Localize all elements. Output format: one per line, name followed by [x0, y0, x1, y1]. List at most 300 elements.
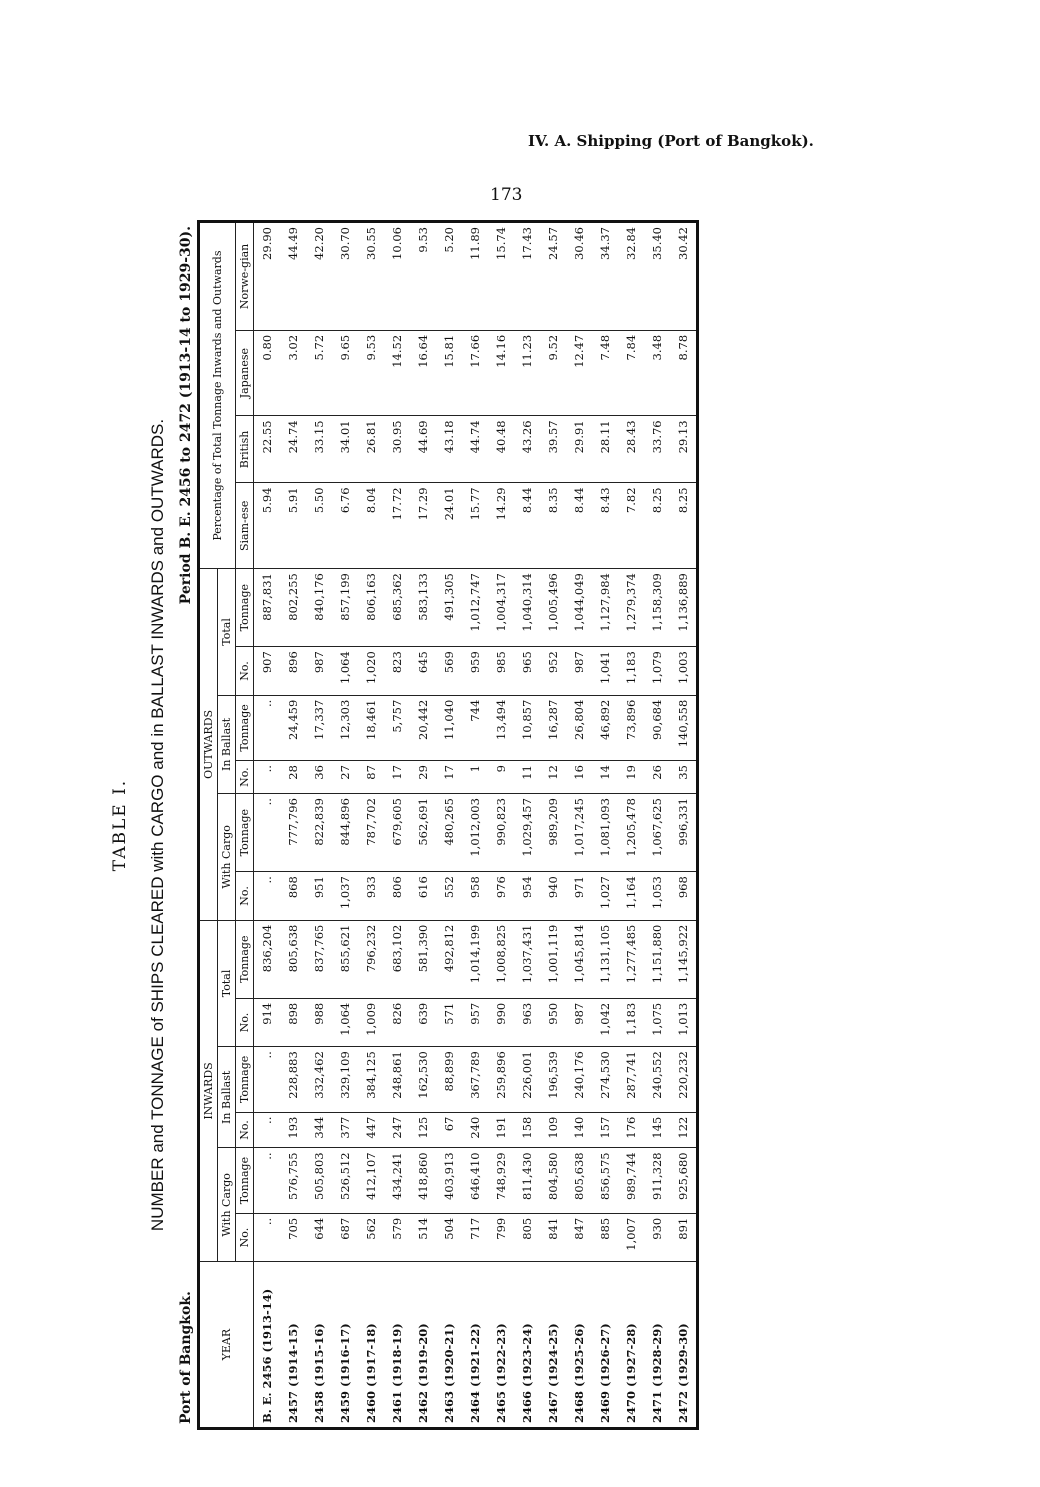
- value-cell: 844,896: [332, 794, 358, 872]
- table-title: TABLE I.: [110, 778, 130, 872]
- value-cell: 34.01: [332, 416, 358, 483]
- value-cell: 17,337: [306, 695, 332, 760]
- value-cell: 1,127,984: [592, 569, 618, 647]
- value-cell: 799: [488, 1213, 514, 1261]
- value-cell: 644: [306, 1213, 332, 1261]
- value-cell: 412,107: [358, 1148, 384, 1213]
- value-cell: 418,860: [410, 1148, 436, 1213]
- value-cell: 1,020: [358, 647, 384, 695]
- subheader-tonnage: Tonnage: [236, 569, 254, 647]
- value-cell: 505,803: [306, 1148, 332, 1213]
- value-cell: 226,001: [514, 1047, 540, 1112]
- value-cell: 1: [462, 761, 488, 794]
- value-cell: 42.20: [306, 222, 332, 331]
- value-cell: ..: [254, 872, 281, 920]
- value-cell: 914: [254, 998, 281, 1046]
- period-label: Period B. E. 2456 to 2472 (1913-14 to 1929-30).: [178, 226, 194, 605]
- subheader-tonnage: Tonnage: [236, 794, 254, 872]
- value-cell: 717: [462, 1213, 488, 1261]
- value-cell: 685,362: [384, 569, 410, 647]
- value-cell: 907: [254, 647, 281, 695]
- value-cell: 492,812: [436, 920, 462, 998]
- value-cell: 17.72: [384, 483, 410, 569]
- value-cell: 176: [618, 1112, 644, 1148]
- value-cell: 971: [566, 872, 592, 920]
- value-cell: 9.52: [540, 330, 566, 416]
- value-cell: 526,512: [332, 1148, 358, 1213]
- value-cell: 951: [306, 872, 332, 920]
- subheader-british: British: [236, 416, 254, 483]
- value-cell: 504: [436, 1213, 462, 1261]
- col-out-ballast: In Ballast: [218, 695, 236, 793]
- value-cell: 787,702: [358, 794, 384, 872]
- value-cell: 885: [592, 1213, 618, 1261]
- value-cell: 67: [436, 1112, 462, 1148]
- value-cell: 10.06: [384, 222, 410, 331]
- value-cell: 29: [410, 761, 436, 794]
- value-cell: 987: [566, 647, 592, 695]
- value-cell: 1,029,457: [514, 794, 540, 872]
- value-cell: 989,209: [540, 794, 566, 872]
- value-cell: 28.11: [592, 416, 618, 483]
- table-row: [254, 222, 281, 1429]
- value-cell: 367,789: [462, 1047, 488, 1112]
- value-cell: 9.53: [358, 330, 384, 416]
- year-cell: 2469 (1926-27): [592, 1262, 618, 1429]
- value-cell: 377: [332, 1112, 358, 1148]
- year-cell: 2459 (1916-17): [332, 1262, 358, 1429]
- year-cell: 2471 (1928-29): [644, 1262, 670, 1429]
- value-cell: 20,442: [410, 695, 436, 760]
- page-number: 173: [490, 185, 523, 205]
- value-cell: 581,390: [410, 920, 436, 998]
- value-cell: 46,892: [592, 695, 618, 760]
- subheader-tonnage: Tonnage: [236, 1148, 254, 1213]
- value-cell: 329,109: [332, 1047, 358, 1112]
- value-cell: 34.37: [592, 222, 618, 331]
- value-cell: 868: [280, 872, 306, 920]
- value-cell: ..: [254, 761, 281, 794]
- value-cell: 240,176: [566, 1047, 592, 1112]
- value-cell: 11.23: [514, 330, 540, 416]
- value-cell: 7.48: [592, 330, 618, 416]
- value-cell: 26,804: [566, 695, 592, 760]
- value-cell: 8.44: [566, 483, 592, 569]
- col-out-total: Total: [218, 569, 236, 696]
- value-cell: ..: [254, 1148, 281, 1213]
- value-cell: 12,303: [332, 695, 358, 760]
- value-cell: 18,461: [358, 695, 384, 760]
- value-cell: 959: [462, 647, 488, 695]
- value-cell: 1,279,374: [618, 569, 644, 647]
- value-cell: 15.77: [462, 483, 488, 569]
- value-cell: 950: [540, 998, 566, 1046]
- year-cell: 2470 (1927-28): [618, 1262, 644, 1429]
- value-cell: 30.70: [332, 222, 358, 331]
- value-cell: 8.43: [592, 483, 618, 569]
- value-cell: 963: [514, 998, 540, 1046]
- value-cell: 274,530: [592, 1047, 618, 1112]
- value-cell: 9.53: [410, 222, 436, 331]
- value-cell: 683,102: [384, 920, 410, 998]
- rotated-table-block: [110, 220, 699, 1430]
- value-cell: 748,929: [488, 1148, 514, 1213]
- value-cell: 125: [410, 1112, 436, 1148]
- value-cell: 28.43: [618, 416, 644, 483]
- value-cell: 898: [280, 998, 306, 1046]
- value-cell: 616: [410, 872, 436, 920]
- value-cell: 5.72: [306, 330, 332, 416]
- value-cell: 639: [410, 998, 436, 1046]
- value-cell: 911,328: [644, 1148, 670, 1213]
- value-cell: 837,765: [306, 920, 332, 998]
- col-percentage: Percentage of Total Tonnage Inwards and Outwards: [199, 222, 236, 569]
- value-cell: 32.84: [618, 222, 644, 331]
- year-cell: 2461 (1918-19): [384, 1262, 410, 1429]
- table-row: [514, 222, 540, 1429]
- value-cell: 14: [592, 761, 618, 794]
- year-cell: 2467 (1924-25): [540, 1262, 566, 1429]
- value-cell: 240: [462, 1112, 488, 1148]
- year-cell: B. E. 2456 (1913-14): [254, 1262, 281, 1429]
- value-cell: 5.91: [280, 483, 306, 569]
- value-cell: 1,164: [618, 872, 644, 920]
- subheader-no: No.: [236, 647, 254, 695]
- value-cell: 796,232: [358, 920, 384, 998]
- value-cell: 39.57: [540, 416, 566, 483]
- value-cell: 8.04: [358, 483, 384, 569]
- value-cell: 1,277,485: [618, 920, 644, 998]
- value-cell: 1,131,105: [592, 920, 618, 998]
- value-cell: 823: [384, 647, 410, 695]
- value-cell: 43.18: [436, 416, 462, 483]
- value-cell: 891: [670, 1213, 698, 1261]
- value-cell: 744: [462, 695, 488, 760]
- col-year: YEAR: [199, 1262, 254, 1429]
- value-cell: 1,014,199: [462, 920, 488, 998]
- value-cell: 855,621: [332, 920, 358, 998]
- value-cell: 1,067,625: [644, 794, 670, 872]
- value-cell: 804,580: [540, 1148, 566, 1213]
- value-cell: 985: [488, 647, 514, 695]
- value-cell: 811,430: [514, 1148, 540, 1213]
- value-cell: 5.20: [436, 222, 462, 331]
- value-cell: 1,027: [592, 872, 618, 920]
- value-cell: 259,896: [488, 1047, 514, 1112]
- value-cell: 13,494: [488, 695, 514, 760]
- table-row: [488, 222, 514, 1429]
- value-cell: 7.84: [618, 330, 644, 416]
- table-row: [280, 222, 306, 1429]
- value-cell: 1,009: [358, 998, 384, 1046]
- value-cell: 1,042: [592, 998, 618, 1046]
- value-cell: 3.48: [644, 330, 670, 416]
- value-cell: 43.26: [514, 416, 540, 483]
- value-cell: 957: [462, 998, 488, 1046]
- table-row: [618, 222, 644, 1429]
- value-cell: 44.74: [462, 416, 488, 483]
- value-cell: 989,744: [618, 1148, 644, 1213]
- value-cell: 805,638: [280, 920, 306, 998]
- value-cell: 26: [644, 761, 670, 794]
- value-cell: 480,265: [436, 794, 462, 872]
- value-cell: 806: [384, 872, 410, 920]
- value-cell: 29.13: [670, 416, 698, 483]
- value-cell: 332,462: [306, 1047, 332, 1112]
- value-cell: 1,008,825: [488, 920, 514, 998]
- value-cell: 552: [436, 872, 462, 920]
- value-cell: 1,005,496: [540, 569, 566, 647]
- value-cell: 16,287: [540, 695, 566, 760]
- value-cell: 1,017,245: [566, 794, 592, 872]
- value-cell: 1,001,119: [540, 920, 566, 998]
- value-cell: 802,255: [280, 569, 306, 647]
- value-cell: 990: [488, 998, 514, 1046]
- value-cell: 145: [644, 1112, 670, 1148]
- subheader-tonnage: Tonnage: [236, 920, 254, 998]
- value-cell: 0.80: [254, 330, 281, 416]
- value-cell: 27: [332, 761, 358, 794]
- value-cell: 157: [592, 1112, 618, 1148]
- value-cell: 583,133: [410, 569, 436, 647]
- value-cell: 6.76: [332, 483, 358, 569]
- table-row: [384, 222, 410, 1429]
- year-cell: 2457 (1914-15): [280, 1262, 306, 1429]
- value-cell: 954: [514, 872, 540, 920]
- value-cell: 140,558: [670, 695, 698, 760]
- value-cell: 857,199: [332, 569, 358, 647]
- value-cell: 1,145,922: [670, 920, 698, 998]
- value-cell: 777,796: [280, 794, 306, 872]
- value-cell: 403,913: [436, 1148, 462, 1213]
- table-caption: NUMBER and TONNAGE of SHIPS CLEARED with CARGO and in BALLAST INWARDS and OUTWARDS.: [148, 418, 167, 1232]
- value-cell: 247: [384, 1112, 410, 1148]
- value-cell: 14.52: [384, 330, 410, 416]
- year-cell: 2458 (1915-16): [306, 1262, 332, 1429]
- port-label: Port of Bangkok.: [178, 1291, 194, 1424]
- value-cell: 562,691: [410, 794, 436, 872]
- value-cell: 705: [280, 1213, 306, 1261]
- value-cell: 1,037: [332, 872, 358, 920]
- value-cell: 562: [358, 1213, 384, 1261]
- value-cell: ..: [254, 695, 281, 760]
- value-cell: 976: [488, 872, 514, 920]
- value-cell: 193: [280, 1112, 306, 1148]
- value-cell: 5,757: [384, 695, 410, 760]
- value-cell: 36: [306, 761, 332, 794]
- value-cell: 44.49: [280, 222, 306, 331]
- value-cell: 240,552: [644, 1047, 670, 1112]
- table-row: [644, 222, 670, 1429]
- value-cell: 196,539: [540, 1047, 566, 1112]
- table-row: [540, 222, 566, 1429]
- value-cell: 30.95: [384, 416, 410, 483]
- value-cell: 1,081,093: [592, 794, 618, 872]
- value-cell: 826: [384, 998, 410, 1046]
- value-cell: 933: [358, 872, 384, 920]
- value-cell: 15.74: [488, 222, 514, 331]
- value-cell: 491,305: [436, 569, 462, 647]
- value-cell: 24.57: [540, 222, 566, 331]
- value-cell: 579: [384, 1213, 410, 1261]
- value-cell: 569: [436, 647, 462, 695]
- col-out-cargo: With Cargo: [218, 794, 236, 921]
- value-cell: 5.94: [254, 483, 281, 569]
- value-cell: 896: [280, 647, 306, 695]
- subheader-norwegian: Norwe-gian: [236, 222, 254, 331]
- value-cell: 14.29: [488, 483, 514, 569]
- value-cell: 930: [644, 1213, 670, 1261]
- value-cell: 822,839: [306, 794, 332, 872]
- value-cell: 24.74: [280, 416, 306, 483]
- subheader-tonnage: Tonnage: [236, 695, 254, 760]
- value-cell: 5.50: [306, 483, 332, 569]
- value-cell: ..: [254, 1213, 281, 1261]
- value-cell: 12.47: [566, 330, 592, 416]
- value-cell: 1,158,309: [644, 569, 670, 647]
- value-cell: 434,241: [384, 1148, 410, 1213]
- table-row: [566, 222, 592, 1429]
- value-cell: 19: [618, 761, 644, 794]
- value-cell: 29.91: [566, 416, 592, 483]
- value-cell: 11,040: [436, 695, 462, 760]
- table-row: [592, 222, 618, 1429]
- value-cell: 1,053: [644, 872, 670, 920]
- col-in-ballast: In Ballast: [218, 1047, 236, 1148]
- value-cell: 840,176: [306, 569, 332, 647]
- year-cell: 2464 (1921-22): [462, 1262, 488, 1429]
- value-cell: ..: [254, 1112, 281, 1148]
- value-cell: 11.89: [462, 222, 488, 331]
- table-row: [358, 222, 384, 1429]
- value-cell: 1,040,314: [514, 569, 540, 647]
- year-cell: 2460 (1917-18): [358, 1262, 384, 1429]
- table-row: [670, 222, 698, 1429]
- value-cell: 9: [488, 761, 514, 794]
- value-cell: 8.25: [644, 483, 670, 569]
- value-cell: 996,331: [670, 794, 698, 872]
- value-cell: 11: [514, 761, 540, 794]
- value-cell: 1,003: [670, 647, 698, 695]
- value-cell: 22.55: [254, 416, 281, 483]
- value-cell: 1,041: [592, 647, 618, 695]
- value-cell: 228,883: [280, 1047, 306, 1112]
- value-cell: 109: [540, 1112, 566, 1148]
- value-cell: 805: [514, 1213, 540, 1261]
- value-cell: 952: [540, 647, 566, 695]
- year-cell: 2466 (1923-24): [514, 1262, 540, 1429]
- value-cell: 1,012,747: [462, 569, 488, 647]
- value-cell: 1,064: [332, 647, 358, 695]
- value-cell: 33.15: [306, 416, 332, 483]
- value-cell: 1,079: [644, 647, 670, 695]
- value-cell: 30.42: [670, 222, 698, 331]
- value-cell: 35: [670, 761, 698, 794]
- value-cell: 14.16: [488, 330, 514, 416]
- value-cell: 1,151,880: [644, 920, 670, 998]
- value-cell: 10,857: [514, 695, 540, 760]
- value-cell: 1,205,478: [618, 794, 644, 872]
- value-cell: 646,410: [462, 1148, 488, 1213]
- value-cell: 1,064: [332, 998, 358, 1046]
- year-cell: 2462 (1919-20): [410, 1262, 436, 1429]
- value-cell: 925,680: [670, 1148, 698, 1213]
- value-cell: 26.81: [358, 416, 384, 483]
- table-row: [410, 222, 436, 1429]
- value-cell: 8.35: [540, 483, 566, 569]
- year-cell: 2465 (1922-23): [488, 1262, 514, 1429]
- value-cell: 17: [384, 761, 410, 794]
- value-cell: 988: [306, 998, 332, 1046]
- value-cell: 40.48: [488, 416, 514, 483]
- value-cell: 16.64: [410, 330, 436, 416]
- value-cell: 35.40: [644, 222, 670, 331]
- subheader-no: No.: [236, 872, 254, 920]
- value-cell: 987: [566, 998, 592, 1046]
- value-cell: 1,183: [618, 647, 644, 695]
- value-cell: 7.82: [618, 483, 644, 569]
- table-row: [306, 222, 332, 1429]
- value-cell: 162,530: [410, 1047, 436, 1112]
- value-cell: 571: [436, 998, 462, 1046]
- year-cell: 2468 (1925-26): [566, 1262, 592, 1429]
- value-cell: 856,575: [592, 1148, 618, 1213]
- value-cell: 1,007: [618, 1213, 644, 1261]
- value-cell: 887,831: [254, 569, 281, 647]
- section-heading: IV. A. Shipping (Port of Bangkok).: [528, 132, 814, 150]
- value-cell: 958: [462, 872, 488, 920]
- value-cell: 1,044,049: [566, 569, 592, 647]
- year-cell: 2463 (1920-21): [436, 1262, 462, 1429]
- value-cell: 847: [566, 1213, 592, 1261]
- value-cell: 191: [488, 1112, 514, 1148]
- value-cell: 1,037,431: [514, 920, 540, 998]
- table-row: [332, 222, 358, 1429]
- value-cell: ..: [254, 794, 281, 872]
- value-cell: 805,638: [566, 1148, 592, 1213]
- value-cell: 576,755: [280, 1148, 306, 1213]
- subheader-japanese: Japanese: [236, 330, 254, 416]
- value-cell: 384,125: [358, 1047, 384, 1112]
- value-cell: 28: [280, 761, 306, 794]
- value-cell: 24.01: [436, 483, 462, 569]
- shipping-table: [197, 220, 699, 1430]
- value-cell: 1,012,003: [462, 794, 488, 872]
- col-in-cargo: With Cargo: [218, 1148, 236, 1262]
- value-cell: 248,861: [384, 1047, 410, 1112]
- value-cell: 73,896: [618, 695, 644, 760]
- value-cell: 44.69: [410, 416, 436, 483]
- subheader-no: No.: [236, 1213, 254, 1261]
- value-cell: 987: [306, 647, 332, 695]
- value-cell: 8.25: [670, 483, 698, 569]
- value-cell: 1,004,317: [488, 569, 514, 647]
- value-cell: 140: [566, 1112, 592, 1148]
- value-cell: 940: [540, 872, 566, 920]
- value-cell: 17.66: [462, 330, 488, 416]
- value-cell: 1,013: [670, 998, 698, 1046]
- value-cell: 87: [358, 761, 384, 794]
- table-row: [436, 222, 462, 1429]
- value-cell: 220,232: [670, 1047, 698, 1112]
- value-cell: 968: [670, 872, 698, 920]
- value-cell: 679,605: [384, 794, 410, 872]
- value-cell: 8.78: [670, 330, 698, 416]
- value-cell: 90,684: [644, 695, 670, 760]
- value-cell: 287,741: [618, 1047, 644, 1112]
- value-cell: 8.44: [514, 483, 540, 569]
- value-cell: 17.29: [410, 483, 436, 569]
